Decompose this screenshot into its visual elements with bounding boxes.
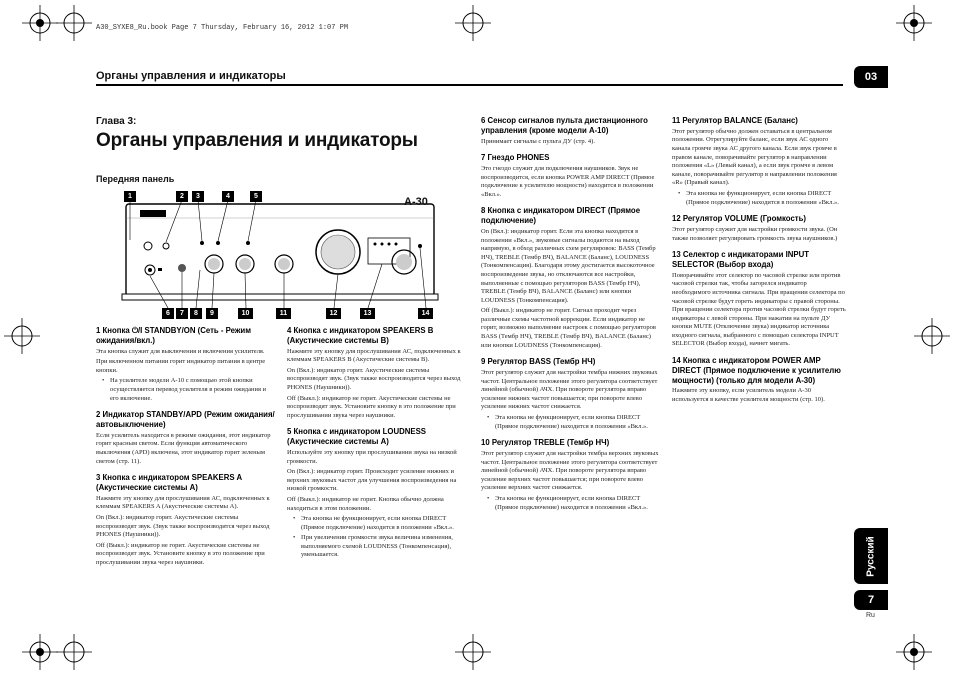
section-title: Передняя панель (96, 174, 175, 184)
front-panel-diagram (120, 190, 440, 320)
callout-9: 9 (206, 308, 218, 319)
bullet-note: • Эта кнопка не функционирует, если кнопка DIRECT (Прямое подключение) находится в положении «Вкл.». (495, 414, 661, 431)
paragraph: On (Вкл.): индикатор горит. Акустические системы воспроизводят звук. (Звук также воспроизводится через выход PHONES (Наушники)). (287, 366, 461, 391)
callout-4: 4 (222, 191, 234, 202)
front-panel-svg (120, 190, 440, 320)
callout-8: 8 (190, 308, 202, 319)
text-column-3 (481, 116, 661, 512)
item-heading: 3 Кнопка с индикатором SPEAKERS A (Акустические системы A) (96, 473, 242, 492)
callout-11: 11 (276, 308, 291, 319)
paragraph: On (Вкл.): индикатор горит. Если эта кнопка находится в положении «Вкл.», звуковые сигналы подаются на выход напрямую, в обход различных схем регулировок: BASS (Тембр НЧ), TREBLE (Тембр ВЧ), BALANCE (Баланс), LOUDNESS (Тонкомпенсация). Благодаря этому достигается высокоточное воспроизведение звука, но отключаются все настройки, выполненные с помощью регуляторов BASS (Тембр НЧ), TREBLE (Тембр ВЧ), BALANCE (Баланс) или кнопки LOUDNESS (Тонкомпенсация). (481, 227, 656, 304)
paragraph: При включенном питании горит индикатор питания в центре кнопки. (96, 358, 266, 374)
paragraph: Off (Выкл.): индикатор не горит. Кнопка обычно должна находиться в этом положении. (287, 495, 444, 512)
item-heading: 7 Гнездо PHONES (481, 153, 550, 163)
paragraph: On (Вкл.): индикатор горит. Акустические системы воспроизводят звук. (Звук также воспроизводится через выход PHONES (Наушники)). (96, 513, 270, 539)
callout-7: 7 (176, 308, 188, 319)
paragraph: Этот регулятор обычно должен оставаться в центральном положении. Отрегулируйте баланс, если звук АС одного канала громче звука АС другого канала. Если звук громче в правом канале, поворачивайте регулятор в направлении положения «L» (Левый канал), а если звук громче в левом канале, поворачивайте регулятор в направлении положения «R» (Правый канал). (672, 127, 837, 187)
chapter-label: Глава 3: (96, 116, 137, 127)
page-language-code: Ru (866, 612, 875, 619)
running-header-title: Органы управления и индикаторы (96, 70, 286, 82)
page-number: 7 (854, 590, 888, 610)
text-column-1 (96, 326, 276, 567)
callout-6: 6 (162, 308, 174, 319)
model-label: A-30 (404, 196, 428, 208)
registration-mark-top-mid1 (56, 5, 92, 41)
registration-mark-bottom-center (455, 634, 491, 670)
item-heading: 1 Кнопка ⏻/I STANDBY/ON (Сеть - Режим ожидания/вкл.) (96, 326, 251, 345)
paragraph: Если усилитель находится в режиме ожидания, этот индикатор горит красным светом. Если функция автоматического выключения (APD) включена, этот индикатор горит зеленым светом (стр. 11). (96, 431, 271, 465)
callout-12: 12 (326, 308, 341, 319)
paragraph: Нажмите эту кнопку для прослушивания АС, подключенных к клеммам SPEAKERS A (Акустические системы A). (96, 494, 270, 511)
item-heading: 10 Регулятор TREBLE (Тембр НЧ) (481, 438, 610, 448)
item-heading: 5 Кнопка с индикатором LOUDNESS (Акустические системы A) (287, 427, 426, 447)
registration-mark-bottom-right (896, 634, 932, 670)
paragraph: On (Вкл.): индикатор горит. Происходит усиление нижних и верхних звуковых частот для улучшения воспроизведения на низкой громкости. (287, 468, 457, 493)
chapter-tab: 03 (854, 66, 888, 88)
registration-mark-left-mid (4, 318, 40, 354)
item-heading: 12 Регулятор VOLUME (Громкость) (672, 214, 807, 224)
callout-3: 3 (192, 191, 204, 202)
paragraph: Off (Выкл.): индикатор не горит. Акустические системы не воспроизводят звук. Установите кнопку в это положение при прослушивании звука через наушники. (287, 394, 456, 419)
registration-mark-bottom-mid1 (56, 634, 92, 670)
callout-10: 10 (238, 308, 253, 319)
item-heading: 2 Индикатор STANDBY/APD (Режим ожидания/автовыключение) (96, 410, 275, 429)
paragraph: Принимает сигналы с пульта ДУ (стр. 4). (481, 137, 595, 145)
paragraph: Нажмите эту кнопку для прослушивания АС, подключенных к клеммам SPEAKERS B (Акустические системы B). (287, 347, 461, 364)
running-header (96, 70, 843, 86)
page-title: Органы управления и индикаторы (96, 130, 418, 151)
item-heading: 6 Сенсор сигналов пульта дистанционного управления (кроме модели A-10) (481, 116, 648, 135)
pioneer-logo (140, 210, 166, 217)
item-heading: 8 Кнопка с индикатором DIRECT (Прямое подключение) (481, 206, 641, 226)
language-label: Русский (865, 535, 877, 577)
item-heading: 4 Кнопка с индикатором SPEAKERS B (Акустические системы B) (287, 326, 434, 345)
bullet-note: • На усилителе модели A-10 с помощью этой кнопки осуществляется перевод усилителя в режим ожидания и его включение. (110, 377, 276, 403)
text-column-2 (287, 326, 467, 560)
callout-2: 2 (176, 191, 188, 202)
paragraph: Используйте эту кнопку при прослушивании звука на низкой громкости. (287, 448, 457, 465)
bullet-note: • Эта кнопка не функционирует, если кнопка DIRECT (Прямое подключение) находится в положении «Вкл.». (301, 515, 467, 532)
paragraph: Эта кнопка служит для выключения и включения усилителя. (96, 347, 265, 355)
item-heading: 14 Кнопка с индикатором POWER AMP DIRECT (Прямое подключение к усилителю мощности) (только для модели A-30) (672, 356, 841, 385)
paragraph: Off (Выкл.): индикатор не горит. Сигнал проходит через различные схемы частотной коррекции. Если индикатор не горит, возможно выполнение настроек с помощью регуляторов BASS (Тембр НЧ), TREBLE (Тембр ВЧ), BALANCE (Баланс) или кнопки LOUDNESS (Тонкомпенсация). (481, 307, 656, 349)
text-column-4 (672, 116, 846, 405)
callout-13: 13 (360, 308, 375, 319)
registration-mark-bottom-left (22, 634, 58, 670)
paragraph: Это гнездо служит для подключения наушников. Звук не воспроизводится, если кнопка POWER AMP DIRECT (Прямое подключение к усилителю мощности) находится в положении «Вкл.». (481, 164, 655, 198)
item-heading: 13 Селектор с индикаторами INPUT SELECTOR (Выбор входа) (672, 250, 809, 269)
paragraph: Этот регулятор служит для настройки громкости звука. (Он также позволяет регулировать громкость звука наушников.) (672, 225, 838, 242)
paragraph: Off (Выкл.): индикатор не горит. Акустические системы не воспроизводят звук. Установите кнопку в это положение при прослушивании звука через наушники. (96, 541, 265, 566)
item-heading: 9 Регулятор BASS (Тембр НЧ) (481, 357, 596, 367)
file-meta: A30_SYXE8_Ru.book Page 7 Thursday, February 16, 2012 1:07 PM (96, 24, 349, 32)
paragraph: Этот регулятор служит для настройки тембра нижних звуковых частот. Центральное положение этого регулятора соответствует линейной (обычной) АЧХ. При повороте регулятора вправо усиление нижних частот повышается; при повороте влево усиление нижних частот снижается. (481, 369, 658, 411)
paragraph: Поворачивайте этот селектор по часовой стрелке или против часовой стрелки так, чтобы загорелся индикатор необходимого источника сигнала. При вращении селектора по часовой стрелке будут гореть индикаторы с правой стороны. При вращении селектора против часовой стрелки будут гореть индикаторы с левой стороны. При нажатии на пульте ДУ кнопки MUTE (Отключение звука) индикатор источника входного сигнала, выбранного с помощью селектора INPUT SELECTOR (Выбор входа), начнет мигать. (672, 271, 846, 348)
registration-mark-top-left (22, 5, 58, 41)
bullet-note: • Эта кнопка не функционирует, если кнопка DIRECT (Прямое подключение) находится в положении «Вкл.». (495, 495, 661, 512)
language-tab (854, 528, 888, 584)
registration-mark-top-right (896, 5, 932, 41)
bullet-note: • Эта кнопка не функционирует, если кнопка DIRECT (Прямое подключение) находится в положении «Вкл.». (686, 190, 846, 207)
callout-14: 14 (418, 308, 433, 319)
callout-1: 1 (124, 191, 136, 202)
registration-mark-right-mid (914, 318, 950, 354)
item-heading: 11 Регулятор BALANCE (Баланс) (672, 116, 798, 125)
registration-mark-top-center (455, 5, 491, 41)
paragraph: Нажмите эту кнопку, если усилитель модели A-30 используется в качестве усилителя мощности (стр. 10). (672, 387, 825, 404)
bullet-note: • При увеличении громкости звука величина изменения, выполняемого схемой LOUDNESS (Тонкомпенсация), уменьшается. (301, 534, 467, 560)
paragraph: Этот регулятор служит для настройки тембра верхних звуковых частот. Центральное положение этого регулятора соответствует линейной (обычной) АЧХ. При повороте регулятора вправо усиление верхних частот повышается; при повороте влево усиление верхних частот снижается. (481, 450, 659, 492)
callout-5: 5 (250, 191, 262, 202)
